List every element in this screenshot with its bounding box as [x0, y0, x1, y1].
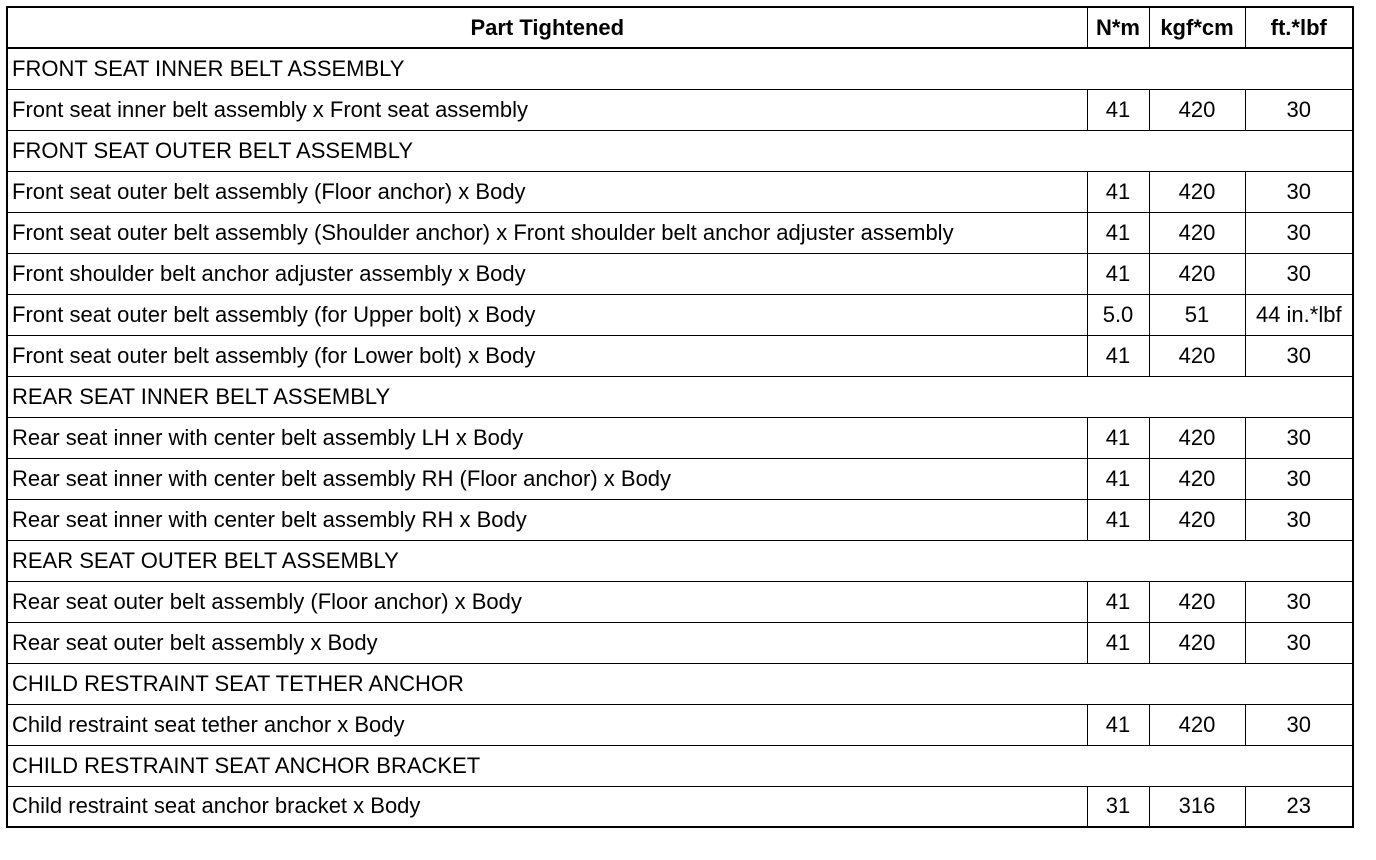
part-cell: Front seat outer belt assembly (for Lower bolt) x Body [7, 335, 1087, 376]
part-cell: Front seat outer belt assembly (for Upper bolt) x Body [7, 294, 1087, 335]
ft-cell: 30 [1245, 89, 1353, 130]
ft-cell: 30 [1245, 335, 1353, 376]
table-row [7, 253, 1353, 294]
nm-cell: 41 [1087, 253, 1149, 294]
ft-cell: 30 [1245, 253, 1353, 294]
nm-cell: 41 [1087, 581, 1149, 622]
section-row [7, 48, 1353, 89]
part-cell: Front seat inner belt assembly x Front seat assembly [7, 89, 1087, 130]
kgf-cell: 420 [1149, 581, 1245, 622]
kgf-cell: 420 [1149, 253, 1245, 294]
nm-cell: 31 [1087, 786, 1149, 827]
ft-cell: 30 [1245, 212, 1353, 253]
kgf-cell: 420 [1149, 171, 1245, 212]
ft-cell: 30 [1245, 417, 1353, 458]
table-row [7, 581, 1353, 622]
part-cell: Front shoulder belt anchor adjuster assembly x Body [7, 253, 1087, 294]
part-cell: Rear seat outer belt assembly (Floor anchor) x Body [7, 581, 1087, 622]
table-row [7, 89, 1353, 130]
part-cell: Front seat outer belt assembly (Shoulder anchor) x Front shoulder belt anchor adjuster assembly [7, 212, 1087, 253]
nm-cell: 41 [1087, 171, 1149, 212]
nm-cell: 41 [1087, 622, 1149, 663]
header-ft-lbf: ft.*lbf [1245, 7, 1353, 48]
ft-cell: 30 [1245, 622, 1353, 663]
kgf-cell: 420 [1149, 335, 1245, 376]
ft-cell: 30 [1245, 499, 1353, 540]
ft-cell: 30 [1245, 704, 1353, 745]
kgf-cell: 420 [1149, 499, 1245, 540]
table-row [7, 499, 1353, 540]
table-row [7, 622, 1353, 663]
section-title: REAR SEAT OUTER BELT ASSEMBLY [7, 540, 1353, 581]
kgf-cell: 420 [1149, 704, 1245, 745]
part-cell: Front seat outer belt assembly (Floor anchor) x Body [7, 171, 1087, 212]
part-cell: Rear seat inner with center belt assembly LH x Body [7, 417, 1087, 458]
kgf-cell: 420 [1149, 212, 1245, 253]
table-header-row [7, 7, 1353, 48]
part-cell: Child restraint seat tether anchor x Body [7, 704, 1087, 745]
header-nm: N*m [1087, 7, 1149, 48]
section-row [7, 540, 1353, 581]
header-kgf-cm: kgf*cm [1149, 7, 1245, 48]
section-row [7, 376, 1353, 417]
ft-cell: 30 [1245, 581, 1353, 622]
table-row [7, 171, 1353, 212]
part-cell: Rear seat inner with center belt assembly RH (Floor anchor) x Body [7, 458, 1087, 499]
table-row [7, 704, 1353, 745]
section-title: REAR SEAT INNER BELT ASSEMBLY [7, 376, 1353, 417]
ft-cell: 23 [1245, 786, 1353, 827]
section-title: CHILD RESTRAINT SEAT ANCHOR BRACKET [7, 745, 1353, 786]
nm-cell: 41 [1087, 458, 1149, 499]
table-row [7, 335, 1353, 376]
kgf-cell: 420 [1149, 458, 1245, 499]
ft-cell: 30 [1245, 458, 1353, 499]
table-row [7, 294, 1353, 335]
torque-spec-container [6, 6, 1354, 828]
ft-cell: 44 in.*lbf [1245, 294, 1353, 335]
section-row [7, 745, 1353, 786]
nm-cell: 41 [1087, 417, 1149, 458]
section-row [7, 663, 1353, 704]
table-row [7, 458, 1353, 499]
kgf-cell: 420 [1149, 622, 1245, 663]
nm-cell: 41 [1087, 335, 1149, 376]
section-title: FRONT SEAT OUTER BELT ASSEMBLY [7, 130, 1353, 171]
nm-cell: 5.0 [1087, 294, 1149, 335]
header-part-tightened: Part Tightened [7, 7, 1087, 48]
table-row [7, 212, 1353, 253]
part-cell: Child restraint seat anchor bracket x Body [7, 786, 1087, 827]
nm-cell: 41 [1087, 499, 1149, 540]
nm-cell: 41 [1087, 704, 1149, 745]
nm-cell: 41 [1087, 212, 1149, 253]
kgf-cell: 51 [1149, 294, 1245, 335]
section-row [7, 130, 1353, 171]
nm-cell: 41 [1087, 89, 1149, 130]
section-title: FRONT SEAT INNER BELT ASSEMBLY [7, 48, 1353, 89]
torque-spec-table [6, 6, 1354, 828]
part-cell: Rear seat outer belt assembly x Body [7, 622, 1087, 663]
kgf-cell: 420 [1149, 89, 1245, 130]
ft-cell: 30 [1245, 171, 1353, 212]
table-row [7, 417, 1353, 458]
part-cell: Rear seat inner with center belt assembly RH x Body [7, 499, 1087, 540]
table-row [7, 786, 1353, 827]
kgf-cell: 316 [1149, 786, 1245, 827]
section-title: CHILD RESTRAINT SEAT TETHER ANCHOR [7, 663, 1353, 704]
kgf-cell: 420 [1149, 417, 1245, 458]
